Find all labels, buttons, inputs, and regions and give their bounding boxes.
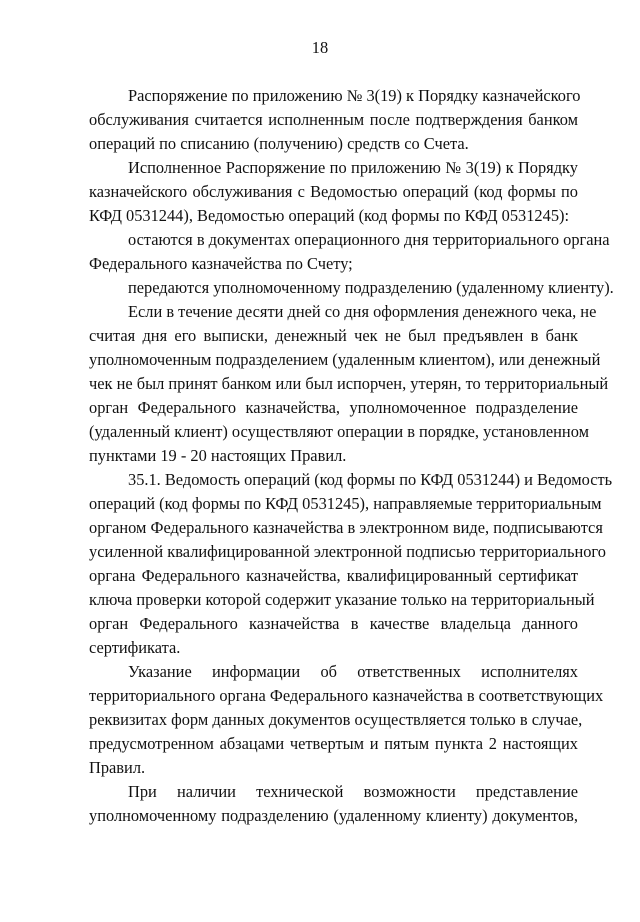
text-line: органом Федерального казначейства в электронном виде, подписываются	[89, 518, 603, 537]
text-line: сертификата.	[89, 638, 181, 657]
text-line: Указание информации об ответственных исполнителях	[128, 662, 578, 681]
page-number: 18	[311, 38, 329, 57]
text-line: Правил.	[89, 758, 146, 777]
text-line: казначейского обслуживания с Ведомостью операций (код формы по	[89, 182, 578, 201]
text-line: усиленной квалифицированной электронной подписью территориального	[89, 542, 606, 561]
text-line: передаются уполномоченному подразделению (удаленному клиенту).	[128, 278, 614, 297]
text-line: считая дня его выписки, денежный чек не был предъявлен в банк	[89, 326, 578, 345]
text-line: Исполненное Распоряжение по приложению № 3(19) к Порядку	[128, 158, 578, 177]
text-line: 35.1. Ведомость операций (код формы по КФД 0531244) и Ведомость	[128, 470, 613, 489]
text-line: Федерального казначейства по Счету;	[89, 254, 353, 273]
text-line: (удаленный клиент) осуществляют операции в порядке, установленном	[89, 422, 589, 441]
text-line: остаются в документах операционного дня территориального органа	[128, 230, 610, 249]
text-line: пунктами 19 - 20 настоящих Правил.	[89, 446, 347, 465]
text-line: чек не был принят банком или был испорчен, утерян, то территориальный	[89, 374, 609, 393]
text-line: уполномоченному подразделению (удаленному клиенту) документов,	[89, 806, 578, 825]
text-line: ключа проверки которой содержит указание только на территориальный	[89, 590, 595, 609]
text-line: операций по списанию (получению) средств со Счета.	[89, 134, 469, 153]
text-line: КФД 0531244), Ведомостью операций (код формы по КФД 0531245):	[89, 206, 570, 225]
text-line: уполномоченным подразделением (удаленным клиентом), или денежный	[89, 350, 601, 369]
text-line: При наличии технической возможности представление	[128, 782, 578, 801]
text-line: Если в течение десяти дней со дня оформления денежного чека, не	[128, 302, 597, 321]
text-line: предусмотренном абзацами четвертым и пятым пункта 2 настоящих	[89, 734, 578, 753]
text-line: органа Федерального казначейства, квалифицированный сертификат	[89, 566, 578, 585]
text-line: реквизитах форм данных документов осуществляется только в случае,	[89, 710, 583, 729]
text-line: Распоряжение по приложению № 3(19) к Порядку казначейского	[128, 86, 581, 105]
text-line: обслуживания считается исполненным после подтверждения банком	[89, 110, 578, 129]
text-line: орган Федерального казначейства в качестве владельца данного	[89, 614, 578, 633]
text-line: операций (код формы по КФД 0531245), направляемые территориальным	[89, 494, 602, 513]
text-line: орган Федерального казначейства, уполномоченное подразделение	[89, 398, 578, 417]
text-line: территориального органа Федерального казначейства в соответствующих	[89, 686, 604, 705]
